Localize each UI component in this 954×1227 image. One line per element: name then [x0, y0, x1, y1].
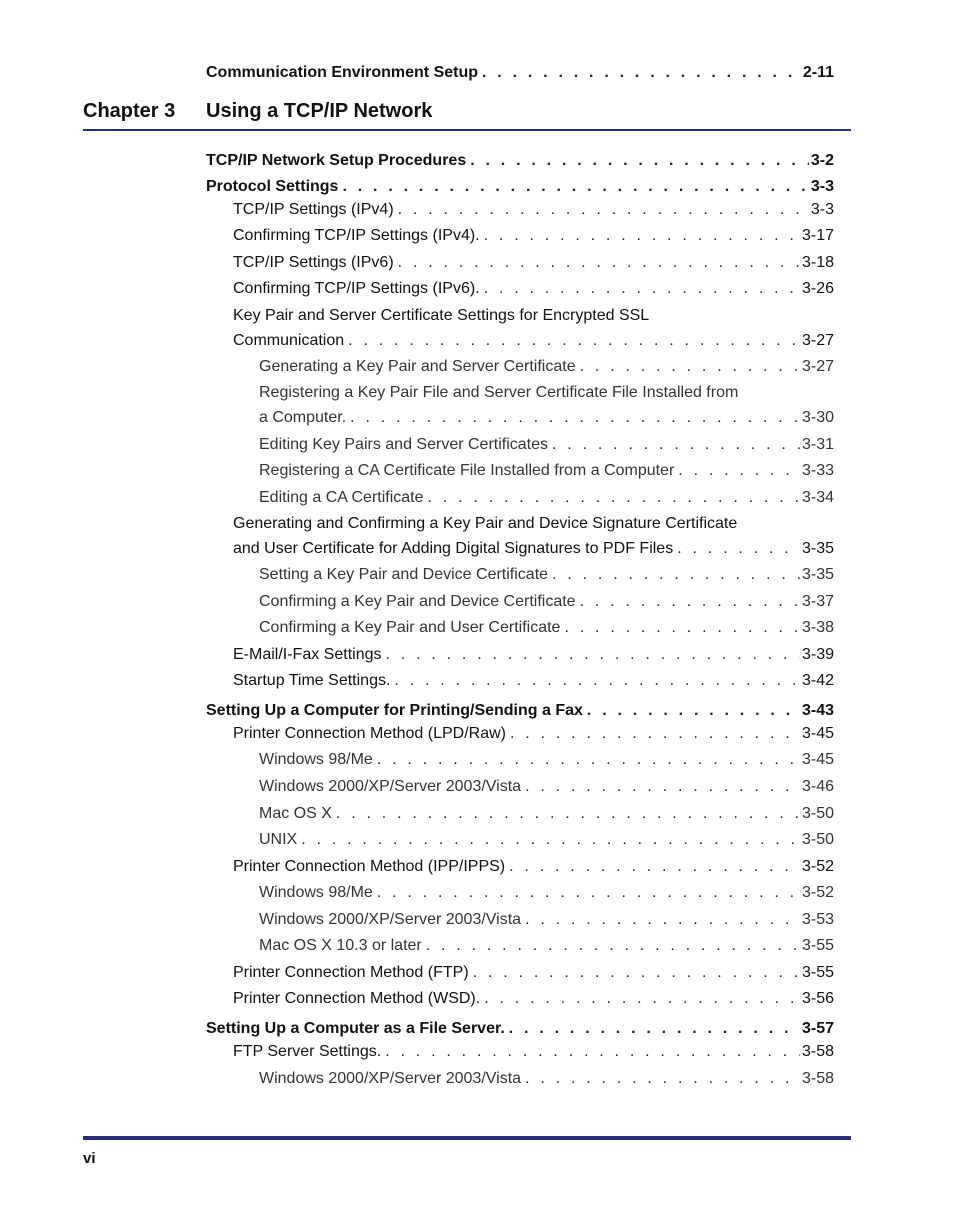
- toc-entry-page: 3-3: [810, 178, 834, 195]
- toc-entry: [259, 882, 834, 904]
- leader-dots: [552, 564, 800, 586]
- toc-entry-page: 3-30: [801, 409, 834, 426]
- leader-dots: [473, 962, 800, 984]
- toc-entry-title: E-Mail/I-Fax Settings: [233, 646, 382, 663]
- toc-entry: [259, 803, 834, 825]
- toc-entry-title: Generating a Key Pair and Server Certificate: [259, 358, 576, 375]
- toc-entry-title: Editing a CA Certificate: [259, 489, 424, 506]
- leader-dots: [484, 278, 800, 300]
- toc-entry-page: 3-43: [801, 702, 834, 719]
- toc-entry-page: 3-50: [801, 805, 834, 822]
- toc-entry-title-line1: Registering a Key Pair File and Server Certificate File Installed from: [259, 384, 739, 401]
- chapter-rule: [83, 129, 851, 131]
- leader-dots: [398, 252, 800, 274]
- toc-entry-title: Confirming a Key Pair and User Certificate: [259, 619, 561, 636]
- leader-dots: [509, 1018, 800, 1040]
- leader-dots: [678, 460, 800, 482]
- leader-dots: [398, 199, 809, 221]
- toc-entry-title: Windows 2000/XP/Server 2003/Vista: [259, 1070, 522, 1087]
- leader-dots: [428, 487, 800, 509]
- toc-entry-page: 3-50: [801, 831, 834, 848]
- toc-entry-page: 3-58: [801, 1070, 834, 1087]
- leader-dots: [377, 882, 800, 904]
- leader-dots: [348, 330, 800, 352]
- toc-entry: [259, 617, 834, 639]
- toc-entry-title: Printer Connection Method (LPD/Raw): [233, 725, 507, 742]
- toc-entry-page: 3-53: [801, 911, 834, 928]
- toc-entry: [259, 434, 834, 456]
- toc-entry: [259, 776, 834, 798]
- leader-dots: [470, 150, 809, 172]
- toc-entry-title: Protocol Settings: [206, 178, 339, 195]
- toc-entry-page: 3-27: [801, 358, 834, 375]
- toc-entry-title: Setting Up a Computer for Printing/Sending a Fax: [206, 702, 583, 719]
- toc-entry-title: Mac OS X 10.3 or later: [259, 937, 422, 954]
- toc-entry-title: Communication: [233, 332, 345, 349]
- toc-entry-title: Editing Key Pairs and Server Certificates: [259, 436, 549, 453]
- toc-entry-title-line1: Generating and Confirming a Key Pair and Device Signature Certificate: [233, 515, 738, 532]
- leader-dots: [385, 644, 799, 666]
- toc-entry-page: 3-18: [801, 254, 834, 271]
- toc-entry: [233, 252, 834, 274]
- toc-entry-page: 3-46: [801, 778, 834, 795]
- toc-entry-title: TCP/IP Network Setup Procedures: [206, 152, 467, 169]
- toc-entry-title: Communication Environment Setup: [206, 64, 479, 81]
- toc-entry-title: Printer Connection Method (WSD).: [233, 990, 481, 1007]
- toc-entry-title: Setting Up a Computer as a File Server.: [206, 1020, 505, 1037]
- toc-entry: [259, 356, 834, 378]
- toc-entry: [259, 564, 834, 586]
- toc-entry-page: 3-45: [801, 751, 834, 768]
- leader-dots: [525, 1068, 800, 1090]
- toc-entry-page: 3-3: [810, 201, 834, 218]
- toc-entry-title: Windows 98/Me: [259, 884, 373, 901]
- leader-dots: [580, 356, 800, 378]
- toc-entry: [233, 962, 834, 984]
- footer-rule: [83, 1136, 851, 1140]
- toc-entry-title: UNIX: [259, 831, 298, 848]
- toc-entry: [233, 670, 834, 692]
- leader-dots: [525, 776, 800, 798]
- leader-dots: [342, 176, 808, 198]
- toc-entry: [259, 829, 834, 851]
- toc-entry: [233, 278, 834, 300]
- toc-entry: [233, 856, 834, 878]
- toc-entry-page: 3-34: [801, 489, 834, 506]
- leader-dots: [482, 62, 801, 84]
- toc-entry-title: Printer Connection Method (FTP): [233, 964, 469, 981]
- toc-entry: [206, 176, 834, 198]
- toc-entry-page: 3-45: [801, 725, 834, 742]
- toc-entry-page: 3-52: [801, 858, 834, 875]
- toc-entry: [233, 644, 834, 666]
- toc-entry-page: 3-17: [801, 227, 834, 244]
- leader-dots: [301, 829, 800, 851]
- toc-entry-title: TCP/IP Settings (IPv6): [233, 254, 394, 271]
- toc-entry-title: and User Certificate for Adding Digital Signatures to PDF Files: [233, 540, 674, 557]
- toc-entry-page: 3-31: [801, 436, 834, 453]
- leader-dots: [385, 1041, 800, 1063]
- toc-entry-title: Windows 98/Me: [259, 751, 373, 768]
- toc-entry: [259, 749, 834, 771]
- leader-dots: [350, 407, 800, 429]
- chapter-title: Using a TCP/IP Network: [206, 100, 433, 122]
- toc-entry-page: 3-27: [801, 332, 834, 349]
- toc-entry: [259, 487, 834, 509]
- footer-page-number: vi: [83, 1150, 96, 1167]
- leader-dots: [426, 935, 800, 957]
- toc-entry-title: Startup Time Settings.: [233, 672, 391, 689]
- toc-entry-title: FTP Server Settings.: [233, 1043, 382, 1060]
- toc-entry-title: Confirming a Key Pair and Device Certificate: [259, 593, 576, 610]
- toc-entry: [233, 199, 834, 221]
- toc-entry: [233, 1041, 834, 1063]
- toc-entry-page: 3-55: [801, 964, 834, 981]
- leader-dots: [564, 617, 800, 639]
- chapter-number: Chapter 3: [83, 100, 176, 122]
- toc-entry-title: Confirming TCP/IP Settings (IPv4).: [233, 227, 480, 244]
- leader-dots: [587, 700, 800, 722]
- toc-entry-page: 3-38: [801, 619, 834, 636]
- toc-entry: [259, 407, 834, 429]
- toc-entry-page: 3-52: [801, 884, 834, 901]
- toc-entry: [206, 1018, 834, 1040]
- toc-entry-title: TCP/IP Settings (IPv4): [233, 201, 394, 218]
- toc-entry-page: 3-33: [801, 462, 834, 479]
- toc-entry: [259, 1068, 834, 1090]
- toc-entry: [233, 330, 834, 352]
- toc-entry-page: 3-37: [801, 593, 834, 610]
- toc-entry-page: 3-39: [801, 646, 834, 663]
- toc-entry-title: Windows 2000/XP/Server 2003/Vista: [259, 911, 522, 928]
- toc-entry-page: 3-2: [810, 152, 834, 169]
- toc-entry: [259, 935, 834, 957]
- toc-entry: [259, 909, 834, 931]
- toc-entry-title: a Computer.: [259, 409, 347, 426]
- toc-entry-communication-environment-setup: [206, 62, 834, 84]
- toc-entry-title-line1: Key Pair and Server Certificate Settings for Encrypted SSL: [233, 307, 650, 324]
- toc-entry: [233, 723, 834, 745]
- toc-entry-page: 3-57: [801, 1020, 834, 1037]
- leader-dots: [484, 225, 800, 247]
- leader-dots: [394, 670, 800, 692]
- leader-dots: [580, 591, 800, 613]
- toc-entry: [259, 460, 834, 482]
- toc-entry: [233, 225, 834, 247]
- toc-entry-page: 3-35: [801, 566, 834, 583]
- leader-dots: [509, 856, 800, 878]
- toc-entry-title: Windows 2000/XP/Server 2003/Vista: [259, 778, 522, 795]
- toc-entry-page: 2-11: [802, 64, 834, 81]
- toc-entry: [206, 700, 834, 722]
- toc-entry-page: 3-42: [801, 672, 834, 689]
- leader-dots: [336, 803, 800, 825]
- toc-entry-title: Printer Connection Method (IPP/IPPS): [233, 858, 506, 875]
- toc-entry: [259, 591, 834, 613]
- leader-dots: [377, 749, 800, 771]
- toc-entry-page: 3-26: [801, 280, 834, 297]
- toc-entry-page: 3-55: [801, 937, 834, 954]
- toc-entry: [206, 150, 834, 172]
- toc-entry-title: Registering a CA Certificate File Installed from a Computer: [259, 462, 675, 479]
- toc-entry-page: 3-56: [801, 990, 834, 1007]
- leader-dots: [510, 723, 800, 745]
- leader-dots: [552, 434, 800, 456]
- leader-dots: [677, 538, 800, 560]
- toc-entry-title: Setting a Key Pair and Device Certificate: [259, 566, 549, 583]
- toc-entry: [233, 538, 834, 560]
- toc-entry-title: Mac OS X: [259, 805, 332, 822]
- toc-entry: [233, 988, 834, 1010]
- toc-entry-page: 3-35: [801, 540, 834, 557]
- toc-entry-title: Confirming TCP/IP Settings (IPv6).: [233, 280, 480, 297]
- leader-dots: [484, 988, 800, 1010]
- toc-entry-page: 3-58: [801, 1043, 834, 1060]
- leader-dots: [525, 909, 800, 931]
